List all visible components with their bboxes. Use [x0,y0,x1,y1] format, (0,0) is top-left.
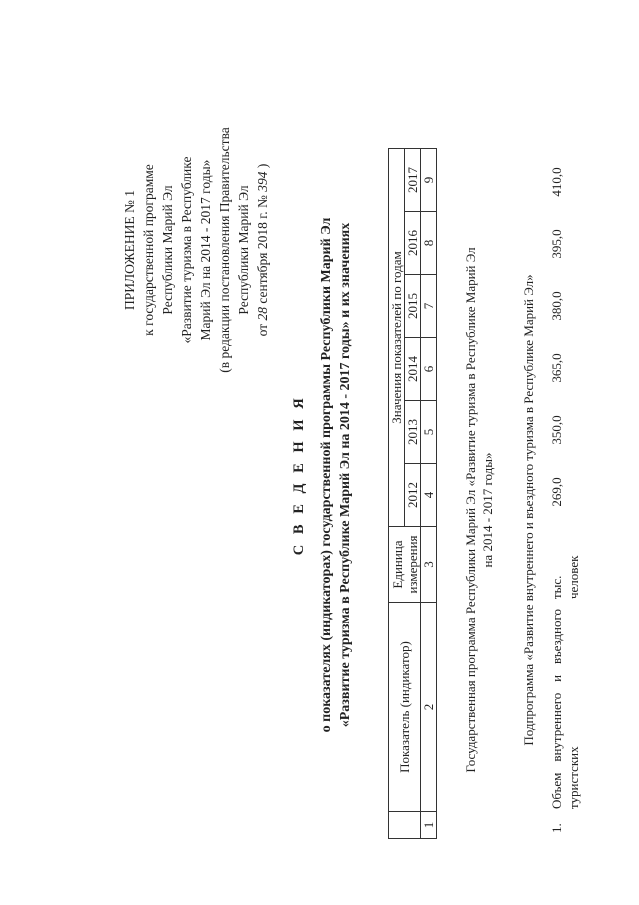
document-title [290,195,355,755]
program-line: на 2014 - 2017 годы» [480,452,495,568]
indicators-table [388,148,437,839]
header-indicator: Показатель (индикатор) [389,603,421,812]
date-prefix: от [255,323,270,337]
colnum-cell: 5 [421,401,437,464]
row-unit: тыс. человек [549,555,581,599]
appendix-line: «Развитие туризма в Республике [179,156,194,344]
year-cell: 2016 [405,212,421,275]
date-rest: сентября 2018 г. № [255,195,270,304]
title-line: «Развитие туризма в Республике Марий Эл на 2014 - 2017 годы» и их значениях [338,222,353,728]
colnum-cell: 1 [421,812,437,839]
year-cell: 2013 [405,401,421,464]
appendix-line: (в редакции постановления Правительства [217,127,232,373]
year-cell: 2012 [405,464,421,527]
appendix-line: Республики Марий Эл [160,185,175,315]
header-values: Значения показателей по годам [389,149,405,527]
doc-number: 394 [255,171,270,192]
row-value: 395,0 [549,229,564,259]
year-cell: 2017 [405,149,421,212]
colnum-cell: 2 [421,603,437,812]
title-line: о показателях (индикаторах) государственной программы Республики Марий Эл [319,217,334,733]
row-value: 350,0 [549,415,564,445]
appendix-block [120,100,272,400]
close-paren: ) [255,163,270,169]
date-day: 28 [255,307,270,321]
appendix-line: Республики Марий Эл [236,185,251,315]
title-heading: С В Е Д Е Н И Я [291,394,307,556]
appendix-line: Марий Эл на 2014 - 2017 годы» [198,159,213,341]
appendix-line: к государственной программе [141,164,156,336]
colnum-cell: 9 [421,149,437,212]
colnum-cell: 4 [421,464,437,527]
program-title [462,185,496,835]
colnum-cell: 7 [421,275,437,338]
colnum-cell: 8 [421,212,437,275]
column-number-row [421,149,437,839]
colnum-cell: 6 [421,338,437,401]
row-value: 410,0 [549,167,564,197]
appendix-line: ПРИЛОЖЕНИЕ № 1 [122,189,137,311]
appendix-date-line [253,100,272,400]
table-header-row [389,149,405,839]
row-number: 1. [549,823,564,833]
colnum-cell: 3 [421,527,437,603]
row-value: 269,0 [549,477,564,507]
row-value: 365,0 [549,353,564,383]
row-indicator: Объем внутреннего и въездного туристских [549,609,581,809]
header-unit: Единица измерения [389,527,421,603]
subprogram-title: Подпрограмма «Развитие внутреннего и въездного туризма в Республике Марий Эл» [521,274,536,746]
program-line: Государственная программа Республики Марий Эл «Развитие туризма в Республике Марий Эл [463,247,478,773]
header-no [389,812,421,839]
year-cell: 2014 [405,338,421,401]
row-value: 380,0 [549,291,564,321]
year-cell: 2015 [405,275,421,338]
